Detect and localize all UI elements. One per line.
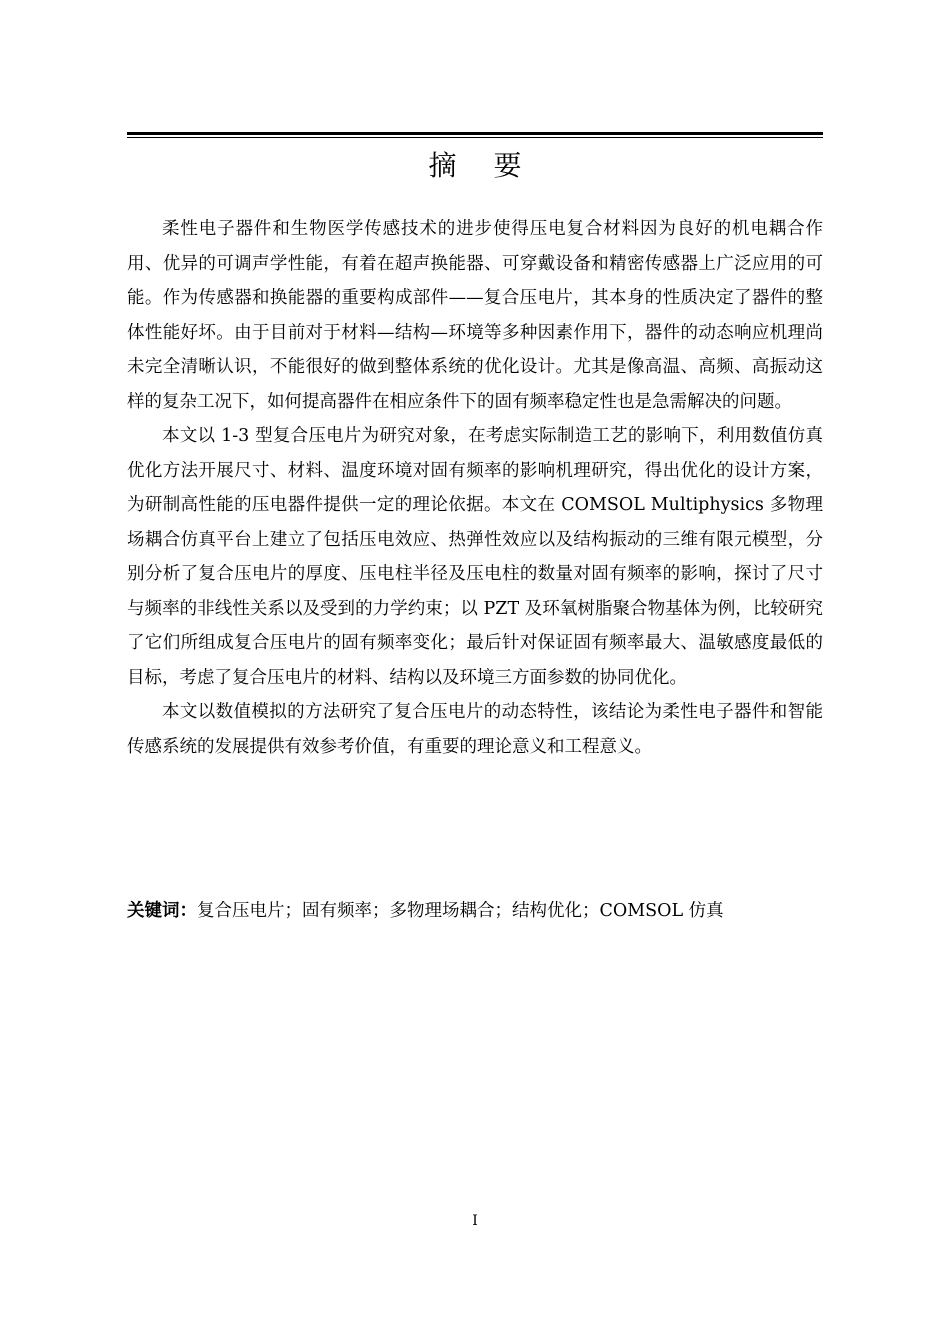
- page-number: I: [472, 1213, 478, 1229]
- abstract-paragraph-3: 本文以数值模拟的方法研究了复合压电片的动态特性，该结论为柔性电子器件和智能传感系统的发展提供有效参考价值，有重要的理论意义和工程意义。: [127, 702, 823, 757]
- abstract-paragraph-2: 本文以 1-3 型复合压电片为研究对象，在考虑实际制造工艺的影响下，利用数值仿真优化方法开展尺寸、材料、温度环境对固有频率的影响机理研究，得出优化的设计方案，为研制高性能的压电器件提供一定的理论依据。本文在 COMSOL Multiphysics 多物理场耦合仿真平台上建立了包括压电效应、热弹性效应以及结构振动的三维有限元模型，分别分析了复合压电片的厚度、压电柱半径及压电柱的数量对固有频率的影响，探讨了尺寸与频率的非线性关系以及受到的力学约束；以 PZT 及环氧树脂聚合物基体为例，比较研究了它们所组成复合压电片的固有频率变化；最后针对保证固有频率最大、温敏感度最低的目标，考虑了复合压电片的材料、结构以及环境三方面参数的协同优化。: [127, 426, 823, 688]
- abstract-paragraph-1: 柔性电子器件和生物医学传感技术的进步使得压电复合材料因为良好的机电耦合作用、优异的可调声学性能，有着在超声换能器、可穿戴设备和精密传感器上广泛应用的可能。作为传感器和换能器的重要构成部件——复合压电片，其本身的性质决定了器件的整体性能好坏。由于目前对于材料—结构—环境等多种因素作用下，器件的动态响应机理尚未完全清晰认识，不能很好的做到整体系统的优化设计。尤其是像高温、高频、高振动这样的复杂工况下，如何提高器件在相应条件下的固有频率稳定性也是急需解决的问题。: [127, 219, 823, 412]
- keywords-text: 复合压电片；固有频率；多物理场耦合；结构优化；COMSOL 仿真: [197, 901, 724, 921]
- keywords-label: 关键词：: [127, 901, 197, 921]
- keywords-line: [127, 894, 823, 929]
- header-rule-thick: [127, 132, 823, 135]
- header-rule-thin: [127, 137, 823, 138]
- page-title: 摘 要: [428, 149, 536, 182]
- abstract-body: [127, 212, 823, 764]
